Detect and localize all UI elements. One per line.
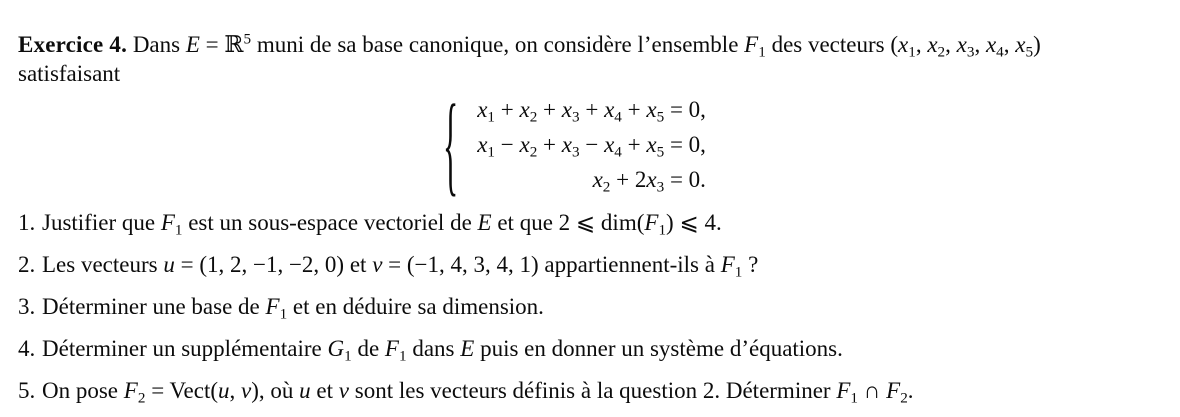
question-list (18, 209, 1122, 407)
equation-lines (477, 92, 706, 197)
intro-line-1: Exercice 4. Dans E = ℝ$^5$ muni de sa base canonique, on considère l’ensemble $F_1$ des vecteurs ($x_1$, $x_2$, $x_3$, $x_4$, $x_5$) (18, 30, 1041, 61)
item-number: 5. (18, 378, 36, 403)
list-item (18, 377, 1122, 407)
equation-line: $x_2 + 2x_3 = 0$. (592, 167, 706, 196)
item-text: Déterminer une base de $F_1$ et en déduire sa dimension. (42, 294, 544, 323)
list-item (18, 293, 1122, 323)
item-number: 4. (18, 336, 36, 361)
equation-line: $x_1 - x_2 + x_3 - x_4 + x_5 = 0$, (477, 132, 706, 161)
list-item (18, 251, 1122, 281)
item-text: Déterminer un supplémentaire $G_1$ de $F_1$ dans E puis en donner un système d’équations. (42, 336, 843, 365)
equation-line: $x_1 + x_2 + x_3 + x_4 + x_5 = 0$, (477, 97, 706, 126)
item-number: 3. (18, 294, 36, 319)
exercise-intro (18, 30, 1122, 88)
equation-system (434, 82, 706, 207)
left-brace: { (443, 82, 459, 207)
list-item (18, 335, 1122, 365)
item-number: 2. (18, 252, 36, 277)
list-item (18, 209, 1122, 239)
item-text: On pose $F_2$ = Vect(u, v), où u et v sont les vecteurs définis à la question 2. Déterminer $F_1$ ∩ $F_2$. (42, 378, 914, 407)
item-text: Justifier que $F_1$ est un sous-espace vectoriel de E et que 2 ⩽ $dim(F_1)$ ⩽ 4. (42, 210, 722, 239)
item-text: Les vecteurs u = (1, 2, −1, −2, 0) et v = (−1, 4, 3, 4, 1) appartiennent-ils à $F_1$ ? (42, 252, 759, 281)
intro-line-2: satisfaisant (18, 61, 121, 86)
item-number: 1. (18, 210, 36, 235)
